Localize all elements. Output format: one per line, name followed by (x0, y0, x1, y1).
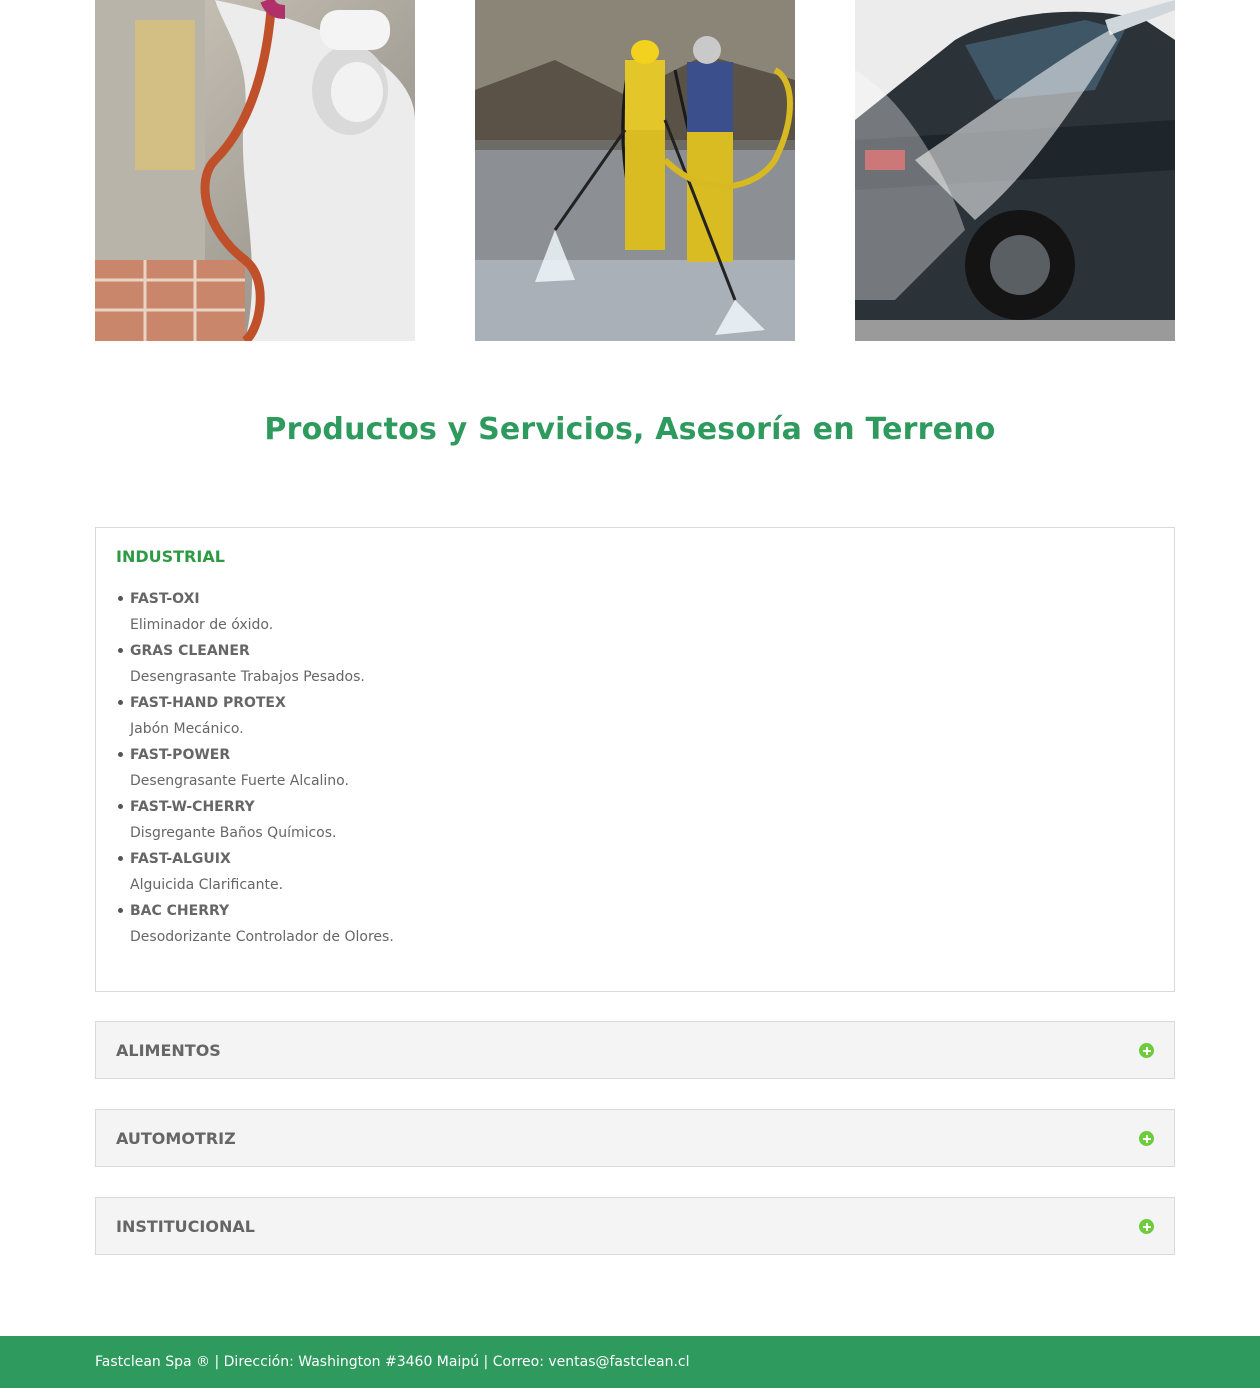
footer (0, 1336, 1260, 1388)
product-name: FAST-POWER (130, 747, 231, 763)
list-item (130, 638, 394, 690)
list-item (130, 794, 394, 846)
plus-circle-icon[interactable] (1139, 1219, 1154, 1234)
toggle-automotriz[interactable] (95, 1109, 1175, 1167)
plus-circle-icon[interactable] (1139, 1043, 1154, 1058)
product-list (130, 586, 394, 950)
photo-worker-hose (95, 0, 415, 341)
product-name: FAST-OXI (130, 591, 200, 607)
photo-workers-pressure-wash (475, 0, 795, 341)
product-description: Eliminador de óxido. (130, 617, 274, 633)
product-description: Desodorizante Controlador de Olores. (130, 929, 394, 945)
product-name: FAST-ALGUIX (130, 851, 231, 867)
footer-text: Fastclean Spa ® | Dirección: Washington #3460 Maipú | Correo: ventas@fastclean.cl (95, 1354, 690, 1370)
product-description: Desengrasante Fuerte Alcalino. (130, 773, 349, 789)
toggle-alimentos[interactable] (95, 1021, 1175, 1079)
toggle-title-institucional[interactable]: INSTITUCIONAL (116, 1217, 255, 1236)
product-name: FAST-W-CHERRY (130, 799, 255, 815)
list-item (130, 846, 394, 898)
product-description: Desengrasante Trabajos Pesados. (130, 669, 365, 685)
list-item (130, 690, 394, 742)
list-item (130, 742, 394, 794)
plus-circle-icon[interactable] (1139, 1131, 1154, 1146)
list-item (130, 586, 394, 638)
toggle-title-alimentos[interactable]: ALIMENTOS (116, 1041, 221, 1060)
page-title: Productos y Servicios, Asesoría en Terreno (264, 412, 996, 447)
list-item (130, 898, 394, 950)
photo-car-wash (855, 0, 1175, 341)
product-description: Jabón Mecánico. (130, 721, 244, 737)
product-description: Alguicida Clarificante. (130, 877, 284, 893)
toggle-title-automotriz[interactable]: AUTOMOTRIZ (116, 1129, 236, 1148)
toggle-industrial[interactable] (95, 527, 1175, 992)
toggle-institucional[interactable] (95, 1197, 1175, 1255)
product-description: Disgregante Baños Químicos. (130, 825, 337, 841)
product-name: FAST-HAND PROTEX (130, 695, 286, 711)
product-name: GRAS CLEANER (130, 643, 250, 659)
toggle-title-industrial[interactable]: INDUSTRIAL (116, 547, 225, 566)
product-name: BAC CHERRY (130, 903, 230, 919)
photo-row (95, 0, 1175, 341)
